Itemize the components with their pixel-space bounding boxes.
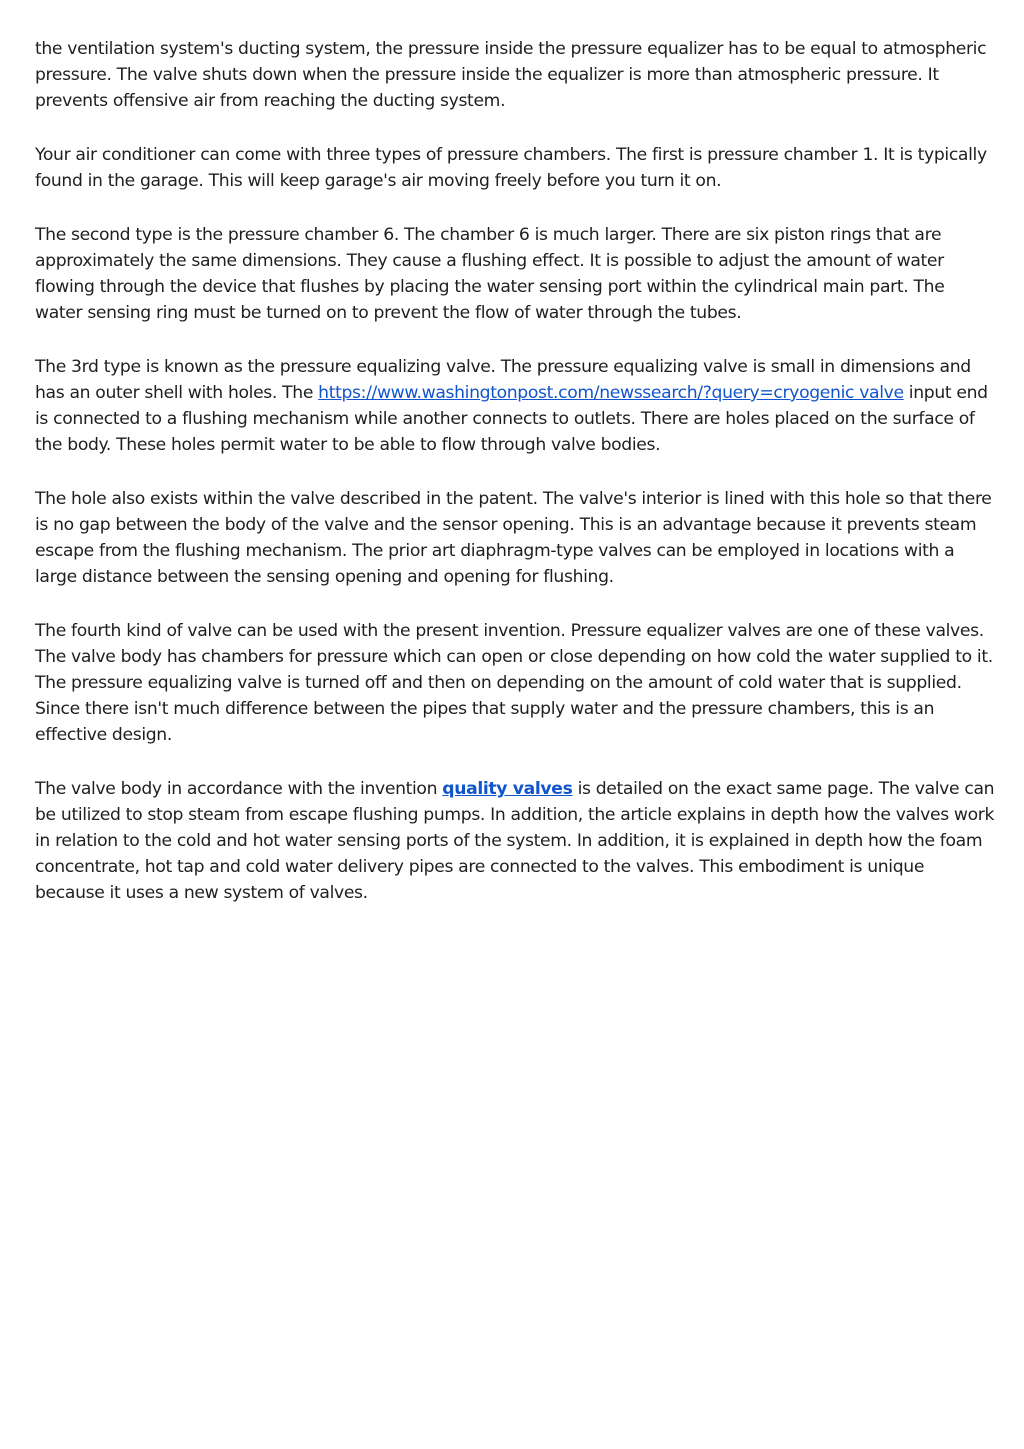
- paragraph-7-text-before: The valve body in accordance with the invention: [35, 779, 443, 799]
- paragraph-1: the ventilation system's ducting system, the pressure inside the pressure equalizer has to be equal to atmospheric pressure. The valve shuts down when the pressure inside the equalizer is more than atmospheric pressure. It prevents offensive air from reaching the ducting system.: [35, 39, 987, 111]
- paragraph-5: The hole also exists within the valve described in the patent. The valve's interior is lined with this hole so that there is no gap between the body of the valve and the sensor opening. This is an advantage because it prevents steam escape from the flushing mechanism. The prior art diaphragm-type valves can be employed in locations with a large distance between the sensing opening and opening for flushing.: [35, 489, 992, 587]
- paragraph-2: Your air conditioner can come with three types of pressure chambers. The first is pressure chamber 1. It is typically found in the garage. This will keep garage's air moving freely before you turn it on.: [35, 145, 987, 191]
- paragraph-3: The second type is the pressure chamber 6. The chamber 6 is much larger. There are six piston rings that are approximately the same dimensions. They cause a flushing effect. It is possible to adjust the amount of water flowing through the device that flushes by placing the water sensing port within the cylindrical main part. The water sensing ring must be turned on to prevent the flow of water through the tubes.: [35, 225, 945, 323]
- quality-valves-link[interactable]: quality valves: [442, 779, 573, 799]
- document-body: [35, 36, 995, 934]
- paragraph-7-text-after: is detailed on the exact same page. The valve can be utilized to stop steam from escape flushing pumps. In addition, the article explains in depth how the valves work in relation to the cold and hot water sensing ports of the system. In addition, it is explained in depth how the foam concentrate, hot tap and cold water delivery pipes are connected to the valves. This embodiment is unique because it uses a new system of valves.: [35, 779, 995, 903]
- washingtonpost-search-link[interactable]: https://www.washingtonpost.com/newssearch/?query=cryogenic valve: [318, 383, 904, 403]
- paragraph-7: [35, 776, 995, 906]
- paragraph-6: The fourth kind of valve can be used with the present invention. Pressure equalizer valves are one of these valves. The valve body has chambers for pressure which can open or close depending on how cold the water supplied to it. The pressure equalizing valve is turned off and then on depending on the amount of cold water that is supplied. Since there isn't much difference between the pipes that supply water and the pressure chambers, this is an effective design.: [35, 621, 993, 745]
- paragraph-4: [35, 354, 995, 458]
- paragraph-4-text-before: The 3rd type is known as the pressure equalizing valve. The pressure equalizing valve is small in dimensions and has an outer shell with holes. The: [35, 357, 971, 403]
- paragraph-4-text-after: input end is connected to a flushing mechanism while another connects to outlets. There are holes placed on the surface of the body. These holes permit water to be able to flow through valve bodies.: [35, 383, 988, 455]
